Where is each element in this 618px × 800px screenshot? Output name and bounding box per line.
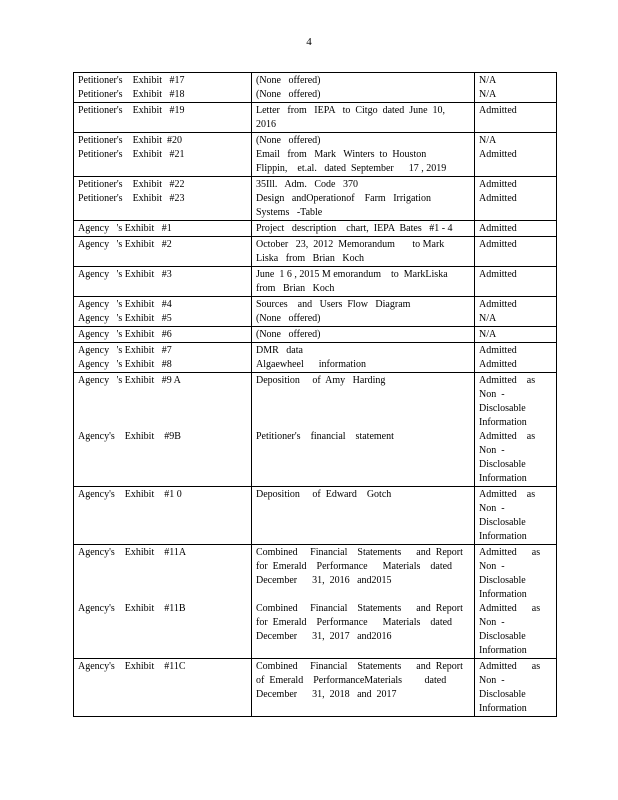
status-line: Disclosable: [479, 575, 526, 586]
description-line: (None offered): [256, 313, 321, 324]
exhibit-cell: [74, 373, 252, 487]
description-line: December 31, 2017 and2016: [256, 631, 392, 642]
status-line: Admitted as: [479, 375, 536, 386]
exhibit-cell: [74, 237, 252, 267]
status-line: Admitted: [479, 223, 517, 234]
description-line: December 31, 2018 and 2017: [256, 689, 397, 700]
description-line: Deposition of Amy Harding: [256, 375, 386, 386]
description-cell: [252, 237, 475, 267]
status-cell: [475, 103, 557, 133]
exhibit-line: Agency's Exhibit #11B: [78, 603, 186, 614]
status-cell: [475, 659, 557, 717]
status-cell: [475, 373, 557, 487]
exhibit-table-body: [74, 73, 557, 717]
exhibit-cell: [74, 177, 252, 221]
status-line: Admitted: [479, 359, 517, 370]
description-line: for Emerald Performance Materials dated: [256, 617, 453, 628]
description-line: Flippin, et.al. dated September 17 , 2019: [256, 163, 447, 174]
exhibit-line: [78, 416, 247, 430]
exhibit-line: [78, 388, 247, 402]
table-row: [74, 659, 557, 717]
exhibit-line: Agency's Exhibit #11A: [78, 547, 187, 558]
exhibit-cell: [74, 327, 252, 343]
description-line: (None offered): [256, 89, 321, 100]
exhibit-line: Agency's Exhibit #11C: [78, 661, 186, 672]
description-line: (None offered): [256, 329, 321, 340]
exhibit-cell: [74, 545, 252, 659]
status-line: N/A: [479, 75, 497, 86]
description-line: Email from Mark Winters to Houston: [256, 149, 427, 160]
description-line: Combined Financial Statements and Report: [256, 547, 463, 558]
description-line: [256, 402, 470, 416]
status-cell: [475, 267, 557, 297]
status-line: N/A: [479, 89, 497, 100]
status-line: Disclosable: [479, 403, 526, 414]
description-line: October 23, 2012 Memorandum to Mark: [256, 239, 445, 250]
description-cell: [252, 487, 475, 545]
exhibit-line: Agency 's Exhibit #7: [78, 345, 172, 356]
table-row: [74, 221, 557, 237]
exhibit-line: Agency's Exhibit #1 0: [78, 489, 182, 500]
status-cell: [475, 343, 557, 373]
status-line: Information: [479, 589, 527, 600]
description-line: Systems -Table: [256, 207, 323, 218]
status-line: Admitted: [479, 345, 517, 356]
status-line: Admitted as: [479, 431, 536, 442]
description-line: Design andOperationof Farm Irrigation: [256, 193, 431, 204]
exhibit-line: [78, 560, 247, 574]
table-row: [74, 297, 557, 327]
status-line: Information: [479, 531, 527, 542]
description-line: Combined Financial Statements and Report: [256, 661, 463, 672]
status-line: Disclosable: [479, 631, 526, 642]
status-line: Admitted: [479, 149, 517, 160]
status-line: Non -: [479, 389, 505, 400]
status-line: Non -: [479, 445, 505, 456]
description-line: Combined Financial Statements and Report: [256, 603, 463, 614]
description-cell: [252, 267, 475, 297]
exhibit-cell: [74, 343, 252, 373]
description-cell: [252, 221, 475, 237]
description-line: 2016: [256, 119, 276, 130]
description-line: (None offered): [256, 135, 321, 146]
exhibit-cell: [74, 103, 252, 133]
status-line: Admitted: [479, 105, 517, 116]
status-line: Information: [479, 703, 527, 714]
description-line: June 1 6 , 2015 M emorandum to MarkLiska: [256, 269, 448, 280]
exhibit-line: Agency 's Exhibit #5: [78, 313, 172, 324]
status-line: Admitted: [479, 299, 517, 310]
description-line: DMR data: [256, 345, 303, 356]
description-line: of Emerald PerformanceMaterials dated: [256, 675, 447, 686]
status-line: Information: [479, 645, 527, 656]
status-cell: [475, 177, 557, 221]
status-line: Information: [479, 417, 527, 428]
exhibit-line: Agency 's Exhibit #9 A: [78, 375, 181, 386]
status-line: Admitted: [479, 193, 517, 204]
description-line: (None offered): [256, 75, 321, 86]
exhibit-line: Petitioner's Exhibit #22: [78, 179, 185, 190]
exhibit-line: Agency 's Exhibit #2: [78, 239, 172, 250]
status-line: Admitted: [479, 179, 517, 190]
table-row: [74, 343, 557, 373]
status-line: Disclosable: [479, 459, 526, 470]
description-cell: [252, 297, 475, 327]
status-line: Admitted: [479, 239, 517, 250]
exhibit-line: Agency 's Exhibit #3: [78, 269, 172, 280]
exhibit-cell: [74, 267, 252, 297]
exhibit-table: [73, 72, 557, 717]
description-cell: [252, 343, 475, 373]
status-line: Admitted as: [479, 489, 536, 500]
table-row: [74, 73, 557, 103]
status-line: Information: [479, 473, 527, 484]
description-line: [256, 588, 470, 602]
exhibit-cell: [74, 297, 252, 327]
status-cell: [475, 133, 557, 177]
status-line: Disclosable: [479, 517, 526, 528]
status-cell: [475, 545, 557, 659]
description-line: 35Ill. Adm. Code 370: [256, 179, 358, 190]
exhibit-line: Petitioner's Exhibit #19: [78, 105, 185, 116]
page-number: 4: [306, 36, 312, 48]
description-line: Sources and Users Flow Diagram: [256, 299, 411, 310]
table-row: [74, 103, 557, 133]
exhibit-line: Petitioner's Exhibit #21: [78, 149, 185, 160]
description-line: Project description chart, IEPA Bates #1 - 4: [256, 223, 453, 234]
description-cell: [252, 133, 475, 177]
exhibit-line: Agency 's Exhibit #4: [78, 299, 172, 310]
table-row: [74, 545, 557, 659]
table-row: [74, 267, 557, 297]
exhibit-line: Petitioner's Exhibit #17: [78, 75, 185, 86]
exhibit-line: [78, 574, 247, 588]
table-row: [74, 373, 557, 487]
table-row: [74, 237, 557, 267]
description-cell: [252, 545, 475, 659]
exhibit-cell: [74, 659, 252, 717]
table-row: [74, 133, 557, 177]
exhibit-line: Agency 's Exhibit #8: [78, 359, 172, 370]
description-cell: [252, 177, 475, 221]
status-cell: [475, 73, 557, 103]
status-cell: [475, 221, 557, 237]
description-line: Algaewheel information: [256, 359, 366, 370]
description-cell: [252, 103, 475, 133]
description-cell: [252, 659, 475, 717]
status-line: N/A: [479, 135, 497, 146]
status-line: N/A: [479, 313, 497, 324]
status-cell: [475, 327, 557, 343]
description-cell: [252, 73, 475, 103]
status-line: Non -: [479, 675, 505, 686]
exhibit-cell: [74, 221, 252, 237]
status-cell: [475, 487, 557, 545]
status-line: Non -: [479, 617, 505, 628]
exhibit-line: Petitioner's Exhibit #23: [78, 193, 185, 204]
exhibit-line: Petitioner's Exhibit #18: [78, 89, 185, 100]
exhibit-line: Agency 's Exhibit #6: [78, 329, 172, 340]
description-line: for Emerald Performance Materials dated: [256, 561, 453, 572]
description-line: Letter from IEPA to Citgo dated June 10,: [256, 105, 446, 116]
exhibit-line: Agency 's Exhibit #1: [78, 223, 172, 234]
exhibit-line: [78, 402, 247, 416]
status-line: N/A: [479, 329, 497, 340]
description-cell: [252, 327, 475, 343]
status-cell: [475, 297, 557, 327]
description-line: from Brian Koch: [256, 283, 335, 294]
table-row: [74, 177, 557, 221]
description-line: Deposition of Edward Gotch: [256, 489, 392, 500]
status-line: Admitted: [479, 269, 517, 280]
table-row: [74, 487, 557, 545]
table-row: [74, 327, 557, 343]
description-line: Liska from Brian Koch: [256, 253, 365, 264]
exhibit-line: Agency's Exhibit #9B: [78, 431, 181, 442]
exhibit-line: Petitioner's Exhibit #20: [78, 135, 183, 146]
status-line: Disclosable: [479, 689, 526, 700]
description-cell: [252, 373, 475, 487]
status-line: Admitted as: [479, 661, 541, 672]
exhibit-line: [78, 588, 247, 602]
status-line: Non -: [479, 561, 505, 572]
description-line: Petitioner's financial statement: [256, 431, 394, 442]
status-line: Admitted as: [479, 547, 541, 558]
status-cell: [475, 237, 557, 267]
description-line: December 31, 2016 and2015: [256, 575, 392, 586]
exhibit-cell: [74, 487, 252, 545]
exhibit-cell: [74, 73, 252, 103]
description-line: [256, 388, 470, 402]
status-line: Admitted as: [479, 603, 541, 614]
description-line: [256, 416, 470, 430]
exhibit-cell: [74, 133, 252, 177]
status-line: Non -: [479, 503, 505, 514]
